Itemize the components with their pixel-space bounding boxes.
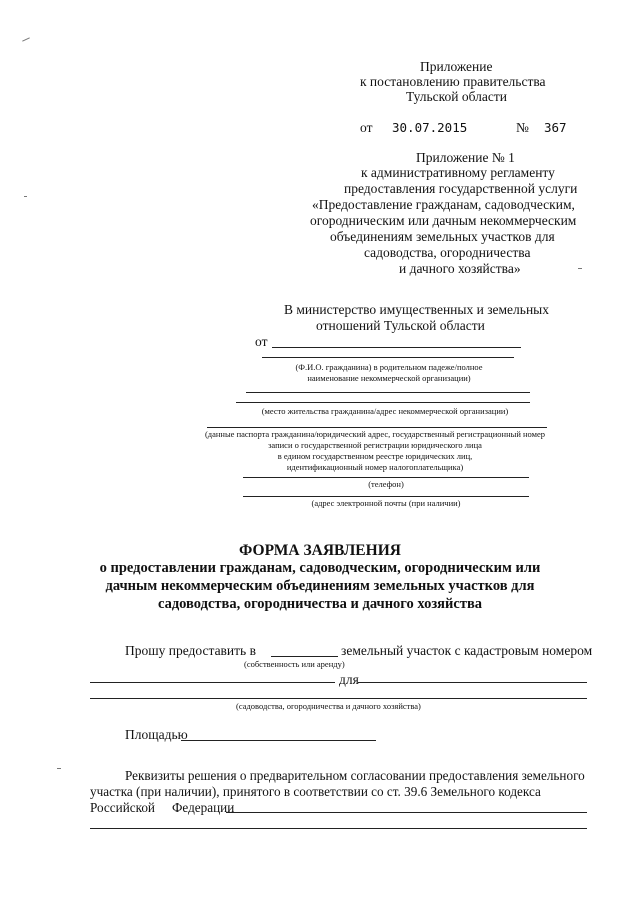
residence-field[interactable] xyxy=(236,402,530,403)
decision-details-field[interactable] xyxy=(226,812,587,813)
appendix1-line: и дачного хозяйства» xyxy=(399,261,521,276)
appendix-line: к постановлению правительства xyxy=(360,74,546,89)
area-field[interactable] xyxy=(181,740,376,741)
purpose-field[interactable] xyxy=(358,682,587,683)
form-subtitle: дачным некоммерческим объединениям земельных участков для xyxy=(105,578,535,594)
hint-passport: записи о государственной регистрации юридического лица xyxy=(268,440,482,450)
scan-mark xyxy=(24,196,27,197)
hint-email: (адрес электронной почты (при наличии) xyxy=(311,498,461,508)
appendix-title: Приложение xyxy=(420,59,493,74)
email-field[interactable] xyxy=(243,496,529,497)
addressee-line: В министерство имущественных и земельных xyxy=(284,302,549,317)
scan-mark xyxy=(22,37,30,41)
phone-field[interactable] xyxy=(243,477,529,478)
details-text: Реквизиты решения о предварительном согласовании предоставления земельного xyxy=(125,768,585,783)
appendix1-line: предоставления государственной услуги xyxy=(344,181,578,196)
for-label: для xyxy=(339,672,359,687)
hint-phone: (телефон) xyxy=(368,479,404,489)
applicant-name-field[interactable] xyxy=(272,347,521,348)
purpose-field[interactable] xyxy=(90,698,587,699)
hint-passport: в едином государственном реестре юридических лиц, xyxy=(277,451,473,461)
appendix1-line: садоводства, огородничества xyxy=(364,245,531,260)
request-text: земельный участок с кадастровым номером xyxy=(341,643,593,658)
from-label: от xyxy=(255,334,268,349)
residence-field[interactable] xyxy=(246,392,530,393)
area-label: Площадью xyxy=(125,727,188,742)
appendix1-line: огородническим или дачным некоммерческим xyxy=(310,213,577,228)
scan-mark xyxy=(578,268,582,269)
hint-ownership: (собственность или аренду) xyxy=(244,659,345,669)
hint-purpose: (садоводства, огородничества и дачного хозяйства) xyxy=(236,701,421,711)
scan-mark xyxy=(57,768,61,769)
from-label: от xyxy=(360,120,373,135)
details-text: Российской xyxy=(90,800,155,815)
appendix1-line: к административному регламенту xyxy=(361,165,555,180)
decision-details-field[interactable] xyxy=(90,828,587,829)
hint-residence: (место жительства гражданина/адрес некоммерческой организации) xyxy=(261,406,509,416)
hint-name: наименование некоммерческой организации) xyxy=(307,373,471,383)
appendix-line: Тульской области xyxy=(406,89,507,104)
hint-passport: (данные паспорта гражданина/юридический адрес, государственный регистрационный номер xyxy=(204,429,546,439)
resolution-date: 30.07.2015 xyxy=(392,120,468,135)
passport-field[interactable] xyxy=(207,427,547,428)
appendix1-line: «Предоставление гражданам, садоводческим, xyxy=(312,197,575,212)
hint-name: (Ф.И.О. гражданина) в родительном падеже/полное xyxy=(295,362,483,372)
form-subtitle: садоводства, огородничества и дачного хозяйства xyxy=(157,596,483,612)
form-title: ФОРМА ЗАЯВЛЕНИЯ xyxy=(239,542,401,559)
hint-passport: идентификационный номер налогоплательщика) xyxy=(286,462,464,472)
addressee-line: отношений Тульской области xyxy=(316,318,485,333)
details-text: Федерации xyxy=(172,800,235,815)
details-text: участка (при наличии), принятого в соответствии со ст. 39.6 Земельного кодекса xyxy=(90,784,541,799)
resolution-number: 367 xyxy=(544,120,567,135)
appendix1-line: объединениям земельных участков для xyxy=(330,229,555,244)
number-label: № xyxy=(516,120,529,135)
ownership-type-field[interactable] xyxy=(271,656,338,657)
form-subtitle: о предоставлении гражданам, садоводческим, огородническим или xyxy=(99,560,541,576)
applicant-name-field[interactable] xyxy=(262,357,514,358)
appendix1-title: Приложение № 1 xyxy=(416,150,515,165)
cadastral-number-field[interactable] xyxy=(90,682,335,683)
request-text: Прошу предоставить в xyxy=(125,643,256,658)
